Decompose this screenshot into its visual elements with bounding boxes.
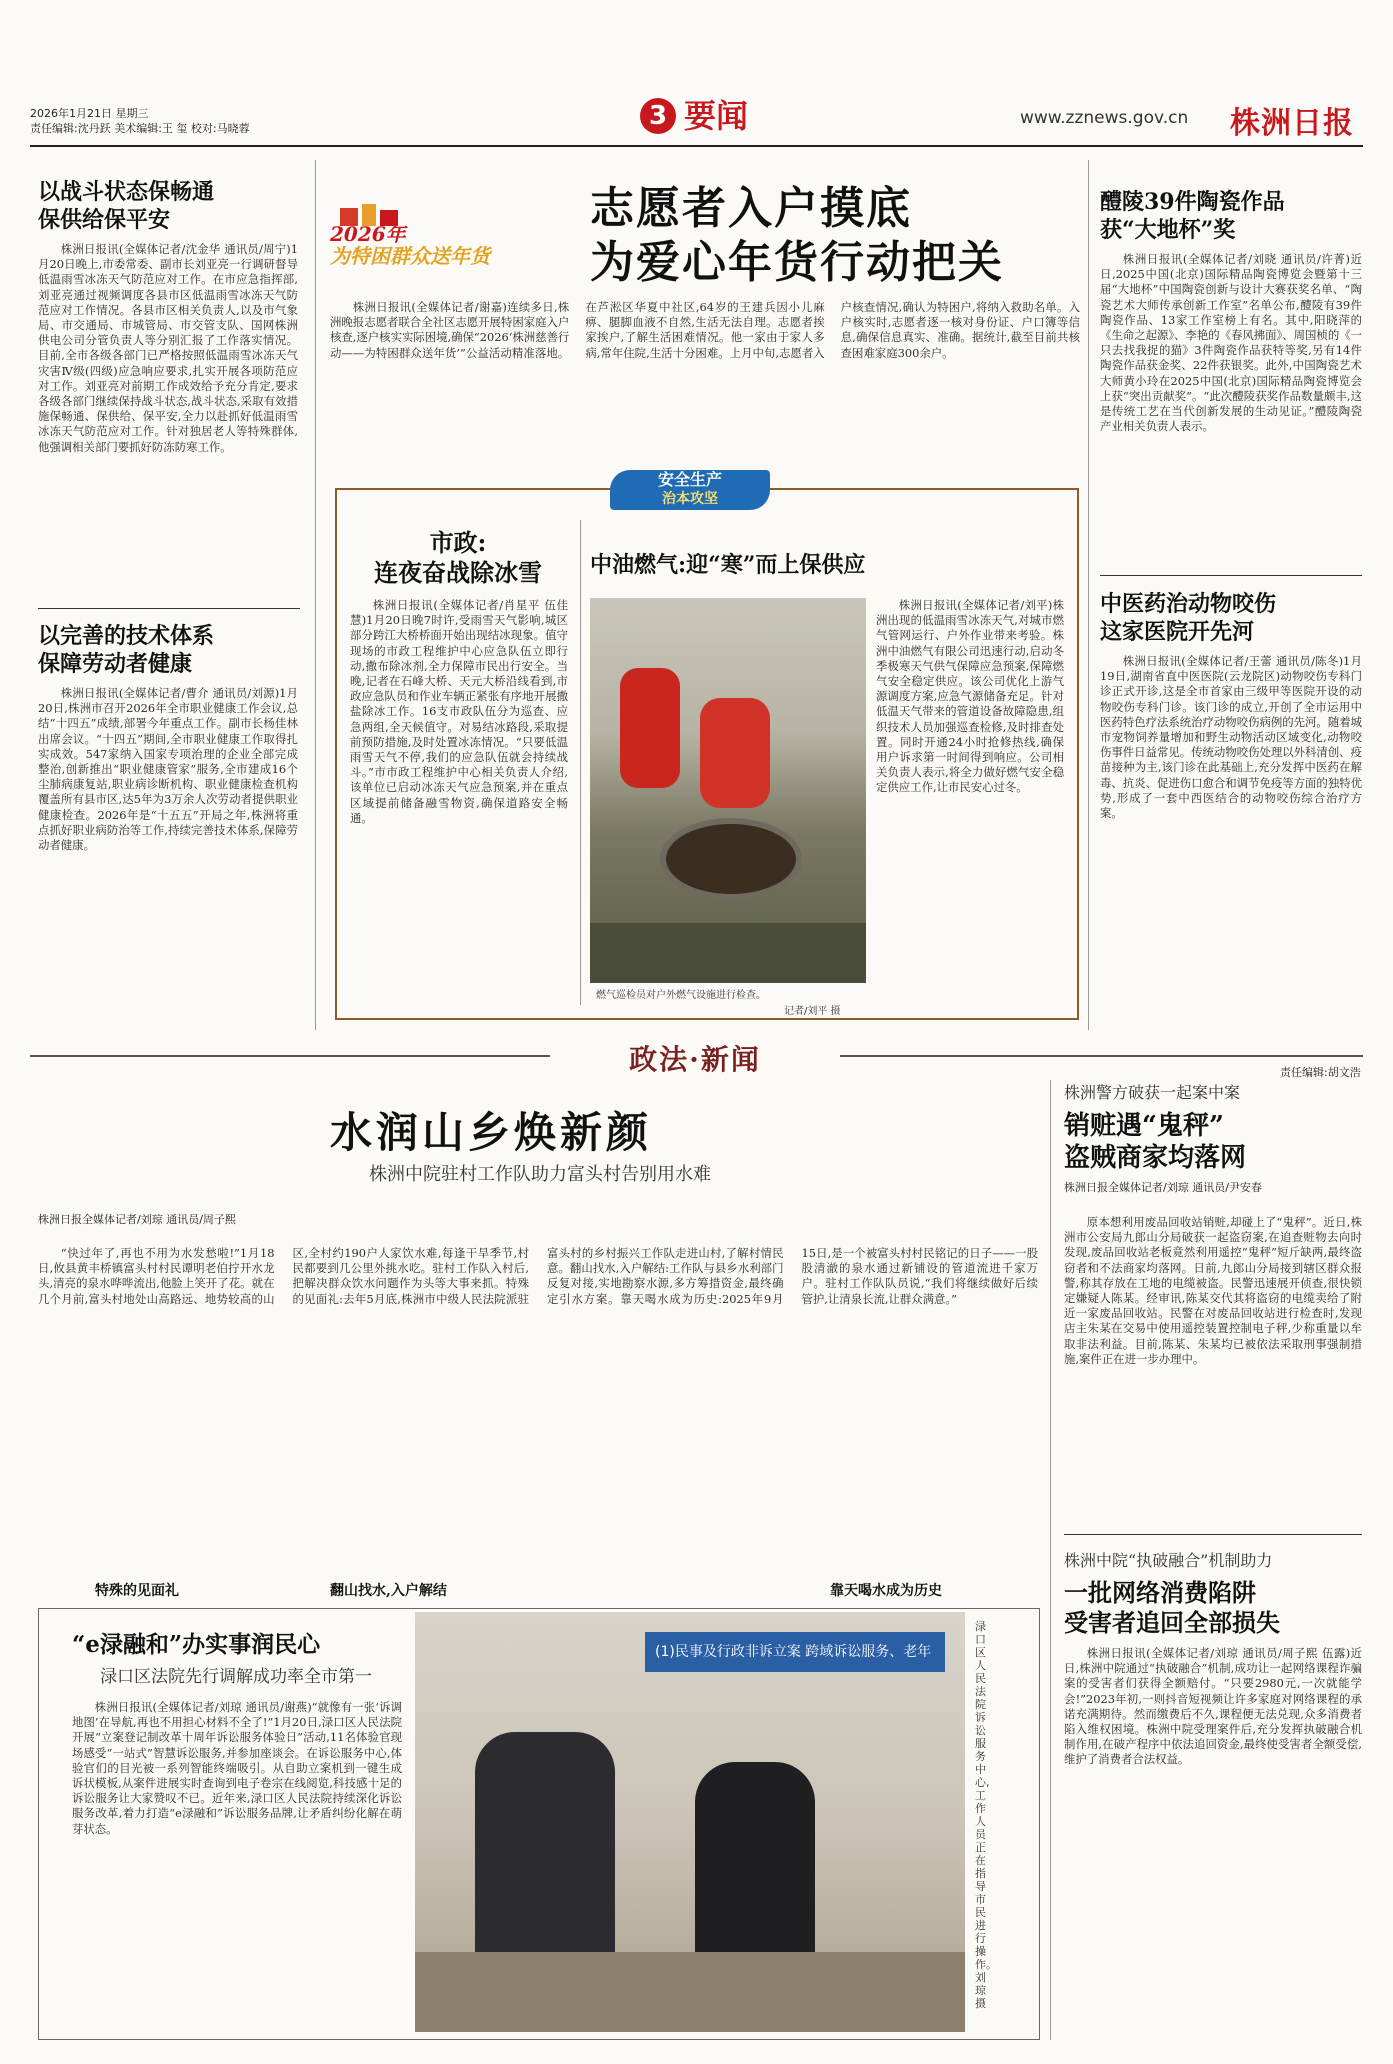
right2-title-line1: 中医药治动物咬伤: [1100, 591, 1277, 617]
safety-label-line1: 安全生产: [657, 470, 722, 489]
section2-rule-left: [30, 1055, 550, 1057]
manhole: [660, 818, 802, 900]
safety-sub2-title: 中油燃气:迎“寒”而上保供应: [590, 552, 866, 578]
a1-body: 株洲日报讯(全媒体记者/沈金华 通讯员/周宁)1月20日晚上,市委常委、副市长刘亚亮一行调研督导低温雨雪冰冻天气防范应对工作。在市应急指挥部,刘亚亮通过视频调度各县市区低温雨雪冰冻天气防范应对工作情况。各县市区相关负责人,以及市气象局、市交通局、市城管局、市交管支队、国网株洲供电公司分管负责人等分别汇报了工作落实情况。目前,全市各级各部门已严格按照低温雨雪冰冻天气灾害Ⅳ级(四级)应急响应要求,扎实开展各项防范应对工作。刘亚亮对前期工作成效给予充分肯定,要求各级各部门继续保持战斗状态,战斗状态,采取有效措施保畅通、保供给、保平安,全力以赴抓好低温雨雪冰冻天气防范应对工作。针对独居老人等特殊群体,他强调相关部门要抓好防冻防寒工作。: [38, 242, 298, 454]
lead-sub3: 靠天喝水成为历史: [830, 1583, 942, 1599]
lead-body-wrap: [38, 1246, 1038, 1574]
right1-title: [1100, 188, 1362, 244]
a2-title: [38, 622, 298, 678]
divider: [1064, 1534, 1362, 1535]
police-title: [1064, 1110, 1364, 1174]
lead-title: 水润山乡焕新颜: [330, 1108, 653, 1157]
safety-sub1-title-l2: 连夜奋战除冰雪: [374, 558, 542, 587]
header-date: 2026年1月21日 星期三: [30, 107, 149, 120]
court-service-photo: [415, 1612, 965, 2032]
lead-sub1: 特殊的见面礼: [95, 1583, 179, 1599]
ejurong-photo-caption: 渌口区人民法院诉讼服务中心,工作人员正在指导市民进行操作。刘琼 摄: [975, 1620, 997, 2010]
court-title-line2: 受害者追回全部损失: [1064, 1608, 1280, 1637]
lead-byline: 株洲日报全媒体记者/刘琼 通讯员/周子熙: [38, 1213, 236, 1226]
banner-tag: [330, 200, 560, 270]
safety-photo-caption: 燃气巡检员对户外燃气设施进行检查。: [596, 990, 766, 1001]
column-divider: [1088, 160, 1089, 1030]
article-a2: [38, 622, 298, 1056]
police-body: 原本想利用废品回收站销赃,却碰上了“鬼秤”。近日,株洲市公安局九郎山分局破获一起盗窃案,在追查赃物去向时发现,废品回收站老板竟然利用遥控“鬼秤”短斤缺两,最终盗窃者和不法商家均落网。日前,九郎山分局接到辖区群众报警,称其存放在工地的电缆被盗。民警迅速展开侦查,很快锁定嫌疑人陈某。经审讯,陈某交代其将盗窃的电缆卖给了附近一家废品回收站。民警在对废品回收站进行检查时,发现店主朱某在交易中使用遥控装置控制电子秤,少称重量以牟取非法利益。目前,陈某、朱某均已被依法采取刑事强制措施,案件正在进一步办理中。: [1064, 1215, 1362, 1366]
police-kicker: 株洲警方破获一起案中案: [1064, 1083, 1241, 1102]
police-body-wrap: [1064, 1215, 1362, 1515]
site-url: www.zznews.gov.cn: [1020, 108, 1189, 128]
safety-photo-credit: 记者/刘平 摄: [784, 1006, 841, 1017]
page-number-badge: 3: [640, 98, 676, 134]
right2-title: [1100, 590, 1362, 646]
masthead-logo: 株洲日报: [1230, 106, 1354, 141]
lead-subtitle: 株洲中院驻村工作队助力富头村告别用水难: [369, 1164, 711, 1185]
divider: [1100, 575, 1362, 576]
worker-figure: [620, 668, 680, 788]
banner-title-line1: 志愿者入户摸底: [590, 183, 912, 234]
column-divider: [580, 520, 581, 1005]
section2-rule-right: [840, 1055, 1363, 1057]
police-byline: 株洲日报全媒体记者/刘琼 通讯员/尹安春: [1064, 1181, 1262, 1194]
ejurong-body: 株洲日报讯(全媒体记者/刘琼 通讯员/谢燕)“就像有一张‘诉调地图’在导航,再也不用担心材料不全了!”1月20日,渌口区人民法院开展“立案登记制改革十周年诉讼服务体验日”活动,11名体验官现场感受“一站式”智慧诉讼服务,并参加座谈会。在诉讼服务中心,体验官们的目光被一系列智能终端吸引。从自助立案机到一键生成诉状模板,从案件进展实时查询到电子卷宗在线阅览,科技感十足的诉讼服务让大家赞叹不已。近年来,渌口区人民法院持续深化诉讼服务改革,着力打造“e渌融和”诉讼服务品牌,让矛盾纠纷化解在萌芽状态。: [72, 1700, 402, 1836]
article-right1: [1100, 188, 1362, 588]
right1-title-line1: 醴陵39件陶瓷作品: [1100, 189, 1285, 215]
header-meta: [30, 106, 250, 136]
ejurong-body-wrap: [72, 1700, 402, 2030]
photo-banner: (1)民事及行政非诉立案 跨域诉讼服务、老年: [645, 1632, 945, 1672]
article-a1: [38, 178, 298, 594]
lead-body: “快过年了,再也不用为水发愁啦!”1月18日,攸县黄丰桥镇富头村村民谭明老伯拧开水龙头,清亮的泉水哗哗流出,他脸上笑开了花。就在几个月前,富头村地处山高路远、地势较高的山区,全村约190户人家饮水难,每逢干旱季节,村民都要到几公里外挑水吃。驻村工作队入村后,把解决群众饮水问题作为头等大事来抓。特殊的见面礼:去年5月底,株洲市中级人民法院派驻富头村的乡村振兴工作队走进山村,了解村情民意。翻山找水,入户解结:工作队与县乡水利部门反复对接,实地勘察水源,多方筹措资金,最终确定引水方案。靠天喝水成为历史:2025年9月15日,是一个被富头村村民铭记的日子——一股股清澈的泉水通过新铺设的管道流进千家万户。驻村工作队队员说,“我们将继续做好后续管护,让清泉长流,让群众满意。”: [38, 1246, 1038, 1306]
header-rule: [30, 145, 1363, 147]
header-editors: 责任编辑:沈丹跃 美术编辑:王 玺 校对:马晓蓉: [30, 122, 250, 135]
safety-label-line2: 治本攻坚: [662, 491, 718, 507]
court-body: 株洲日报讯(全媒体记者/刘琼 通讯员/周子熙 伍露)近日,株洲中院通过“执破融合”机制,成功让一起网络课程诈骗案的受害者们获得全额赔付。“只要2980元,一次就能学会!”2023年初,一则抖音短视频让许多家庭对网络课程的承诺充满期待。然而缴费后不久,课程便无法兑现,众多消费者陷入维权困境。株洲中院受理案件后,充分发挥执破融合机制作用,在破产程序中依法追回资金,最终使受害者全额受偿,维护了消费者合法权益。: [1064, 1646, 1362, 1767]
a2-title-line1: 以完善的技术体系: [38, 623, 215, 649]
divider: [38, 608, 300, 609]
gas-worker-photo: [590, 598, 866, 983]
safety-sub2-body-wrap: [876, 598, 1064, 998]
counter: [415, 1952, 965, 2032]
a1-title: [38, 178, 298, 234]
a1-title-line1: 以战斗状态保畅通: [38, 179, 215, 205]
banner-tag-text: 为特困群众送年货: [330, 244, 490, 268]
banner-body: 株洲日报讯(全媒体记者/谢嘉)连续多日,株洲晚报志愿者联合全社区志愿开展特困家庭入户核查,逐户核实实际困境,确保“2026‘株洲慈善行动——为特困群众送年货’”公益活动精准落地。在芦淞区华夏中社区,64岁的王建兵因小儿麻痹、腿脚血液不自然,生活无法自理。志愿者挨家挨户,了解生活困难情况。他一家由于家人多病,常年住院,生活十分困难。上月中旬,志愿者入户核查情况,确认为特困户,将纳入救助名单。入户核实时,志愿者逐一核对身份证、户口簿等信息,确保信息真实、准确。据统计,截至目前共核查困难家庭300余户。: [330, 300, 1080, 360]
worker-figure: [700, 698, 770, 808]
police-title-line2: 盗贼商家均落网: [1064, 1143, 1247, 1173]
a2-body: 株洲日报讯(全媒体记者/曹介 通讯员/刘源)1月20日,株洲市召开2026年全市职业健康工作会议,总结“十四五”成绩,部署今年重点工作。副市长杨佳林出席会议。“十四五”期间,全市职业健康工作取得扎实成效。547家纳入国家专项治理的企业全部完成整治,创新推出“职业健康管家”服务,全市建成16个尘肺病康复站,职业病诊断机构、职业健康检查机构覆盖所有县市区,达5年为3万余人次劳动者提供职业健康检查。2026年是“十五五”开局之年,株洲将重点抓好职业病防治等工作,持续完善技术体系,保障劳动者健康。: [38, 686, 298, 853]
column-divider: [1050, 1080, 1051, 2040]
safety-sub2-body: 株洲日报讯(全媒体记者/刘平)株洲出现的低温雨雪冰冻天气,对城市燃气管网运行、户外作业带来考验。株洲中油燃气有限公司迅速行动,启动冬季极寒天气供气保障应急预案,保障燃气安全稳定供应。该公司优化上游气源调度方案,应急气源储备充足。针对低温天气带来的管道设备故障隐患,组织技术人员加强巡查检修,及时排查处置。同时开通24小时抢修热线,确保用户诉求第一时间得到响应。公司相关负责人表示,将全力做好燃气安全稳定供应工作,让市民安心过冬。: [876, 598, 1064, 795]
safety-sub1-body: 株洲日报讯(全媒体记者/肖星平 伍佳慧)1月20日晚7时许,受雨雪天气影响,城区部分跨江大桥桥面开始出现结冰现象。值守现场的市政工程维护中心应急队伍立即行动,撒布除冰剂,全力保障市民出行安全。当晚,记者在石峰大桥、天元大桥沿线看到,市政应急队员和作业车辆正紧张有序地开展撒盐除冰工作。16支市政队伍分为巡查、应急两组,全天候值守。对易结冰路段,采取提前预防措施,及时处置冰冻情况。“只要低温雨雪天气不停,我们的应急队伍就会持续战斗。”市市政工程维护中心相关负责人介绍,该单位已启动冰冻天气应急预案,并在重点区域提前储备融雪物资,确保道路安全畅通。: [350, 598, 568, 825]
section2-title: 政法·新闻: [629, 1043, 761, 1076]
article-right2: [1100, 590, 1362, 1038]
court-body-wrap: [1064, 1646, 1362, 2036]
a2-title-line2: 保障劳动者健康: [38, 651, 193, 677]
ejurong-subtitle: 渌口区法院先行调解成功率全市第一: [100, 1667, 372, 1687]
safety-label: [610, 470, 770, 510]
banner-body-wrap: [330, 300, 1080, 465]
safety-sub1-body-wrap: [350, 598, 568, 1008]
right2-title-line2: 这家医院开先河: [1100, 619, 1255, 645]
a1-title-line2: 保供给保平安: [38, 207, 171, 233]
banner-tag-year: 2026年: [330, 222, 406, 246]
safety-sub1-title-l1: 市政:: [429, 528, 487, 557]
court-kicker: 株洲中院“执破融合”机制助力: [1064, 1551, 1273, 1570]
banner-title: [590, 182, 1070, 290]
safety-sub1-title: [348, 528, 568, 588]
court-title: [1064, 1578, 1364, 1638]
section-title: 要闻: [684, 97, 749, 135]
right1-body: 株洲日报讯(全媒体记者/刘晓 通讯员/许菁)近日,2025中国(北京)国际精品陶瓷博览会暨第十三届“大地杯”中国陶瓷创新与设计大赛获奖名单、“陶瓷艺术大师传承创新工作室”名单公布,醴陵有39件陶瓷作品、13家工作室榜上有名。其中,阳晓萍的《生命之起源》、李艳的《春风拂面》、周国桢的《一只去找我捉的猫》3件陶瓷作品获特等奖,另有14件陶瓷作品获金奖、22件获银奖。此外,中国陶瓷艺术大师黄小玲在2025中国(北京)国际精品陶瓷博览会上获“突出贡献奖”。“此次醴陵获奖作品数量颇丰,这是传统工艺在当代创新发展的生动见证。”醴陵陶瓷产业相关负责人表示。: [1100, 252, 1362, 434]
right1-title-line2: 获“大地杯”奖: [1100, 217, 1236, 243]
ground: [590, 923, 866, 983]
court-title-line1: 一批网络消费陷阱: [1064, 1578, 1256, 1607]
column-divider: [315, 160, 316, 1030]
section2-editor: 责任编辑:胡文浩: [1280, 1066, 1361, 1079]
right2-body: 株洲日报讯(全媒体记者/王蕾 通讯员/陈冬)1月19日,湖南省直中医医院(云龙院区)动物咬伤专科门诊正式开诊,这是全市首家由三级甲等医院开设的动物咬伤专科门诊。该门诊的成立,开创了全市运用中医药特色疗法系统治疗动物咬伤病例的先河。随着城市宠物饲养量增加和野生动物活动区域变化,动物咬伤事件日益常见。传统动物咬伤处理以外科清创、疫苗接种为主,该门诊在此基础上,充分发挥中医药在解毒、抗炎、促进伤口愈合和调节免疫等方面的独特优势,形成了一套中西医结合的动物咬伤综合治疗方案。: [1100, 654, 1362, 821]
police-title-line1: 销赃遇“鬼秤”: [1064, 1111, 1224, 1141]
lead-sub2: 翻山找水,入户解结: [330, 1583, 447, 1599]
ejurong-title: “e渌融和”办实事润民心: [72, 1631, 321, 1658]
banner-title-line2: 为爱心年货行动把关: [590, 237, 1004, 288]
